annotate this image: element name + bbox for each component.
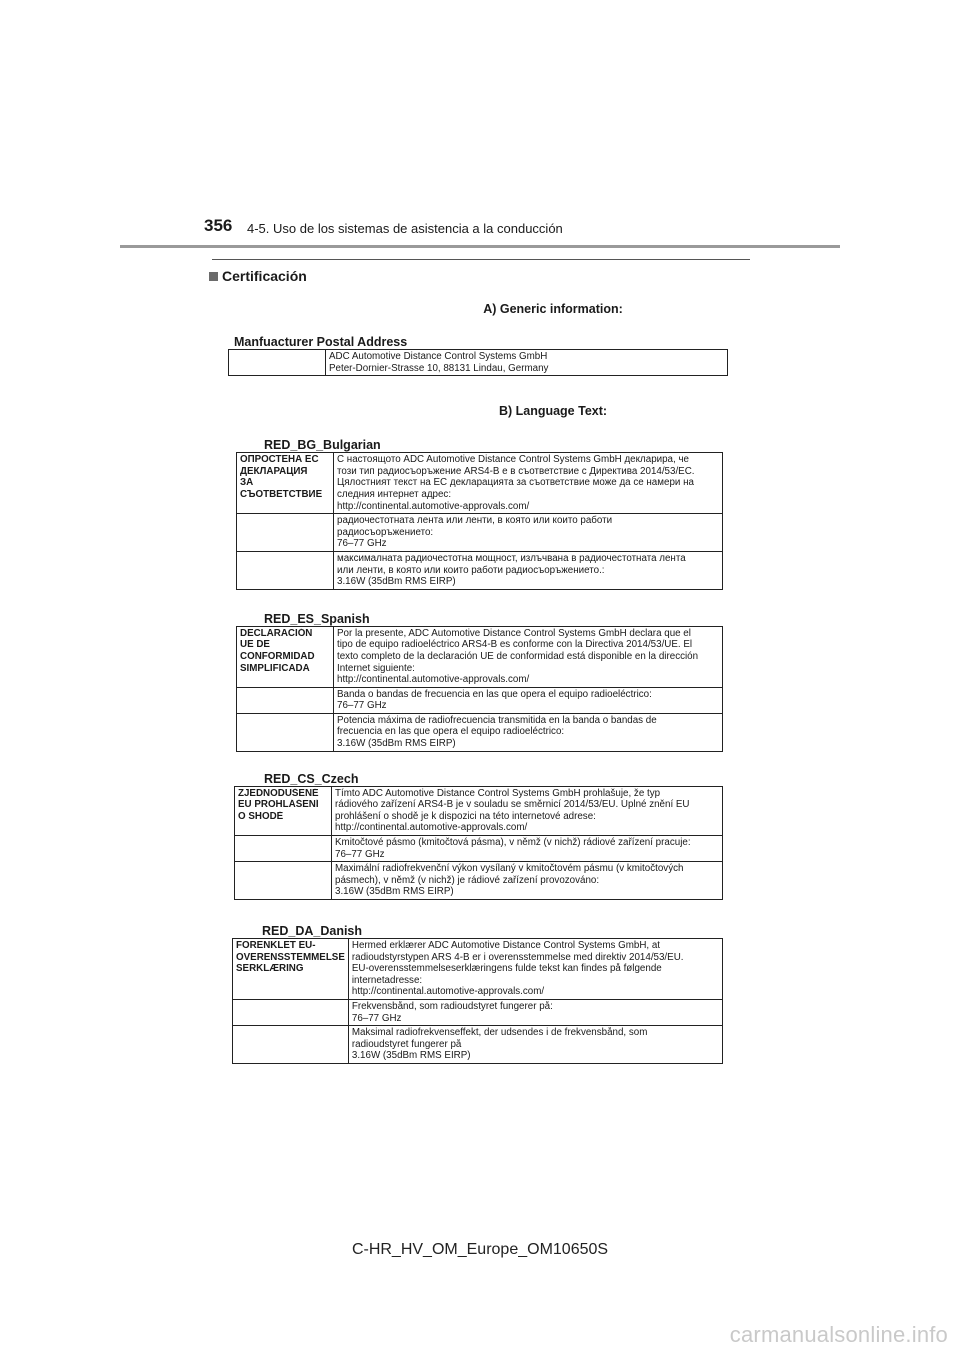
text-line: 3.16W (35dBm RMS EIRP) xyxy=(337,576,456,588)
text-line: Internet siguiente: xyxy=(337,662,415,674)
language-table xyxy=(236,452,723,590)
text-line: Kmitočtové pásmo (kmitočtová pásma), v němž (v nichž) rádiové zařízení pracuje: xyxy=(335,837,691,849)
text-line: следния интернет адрес: xyxy=(337,488,452,500)
text-line: С настоящото ADC Automotive Distance Control Systems GmbH декларира, че xyxy=(337,454,690,466)
table-row xyxy=(237,514,723,552)
title-line: DECLARACIÓN xyxy=(240,627,313,639)
text-line: радиочестотната лента или ленти, в която или които работи xyxy=(337,515,613,527)
document-footer: C-HR_HV_OM_Europe_OM10650S xyxy=(351,1241,609,1258)
text-line: или ленти, в която или които работи радиосъоръжението.: xyxy=(337,564,605,576)
frequency-band-cell xyxy=(332,836,723,862)
declaration-text-cell xyxy=(348,939,722,1000)
text-line: Frekvensbånd, som radioudstyret fungerer på: xyxy=(351,1000,553,1012)
table-row xyxy=(229,350,728,376)
empty-cell xyxy=(237,713,334,751)
declaration-text-cell xyxy=(332,786,723,835)
text-line: prohlášení o shodě je k dispozici na této internetové adrese: xyxy=(335,810,596,822)
declaration-title-cell xyxy=(237,626,334,687)
table-row xyxy=(237,713,723,751)
generic-left-cell xyxy=(229,350,326,376)
title-line: ДЕКЛАРАЦИЯ xyxy=(240,465,308,477)
section-heading xyxy=(209,268,307,284)
chapter-title: 4-5. Uso de los sistemas de asistencia a la conducción xyxy=(247,221,563,236)
max-power-cell xyxy=(334,713,723,751)
text-line: radioudstyret fungerer på xyxy=(351,1038,462,1050)
text-line: radioudstyrstypen ARS 4-B er i overensstemmelse med direktiv 2014/53/EU. xyxy=(351,951,684,963)
text-line: максималната радиочестотна мощност, излъчвана в радиочестотната лента xyxy=(337,552,686,564)
text-line: ADC Automotive Distance Control Systems GmbH xyxy=(329,351,548,362)
text-line: Цялостният текст на ЕС декларацията за съответствие може да се намери на xyxy=(337,477,694,489)
text-line: http://continental.automotive-approvals.com/ xyxy=(335,822,528,834)
text-line: този тип радиосъоръжение ARS4-B е в съответствие с Директива 2014/53/ЕС. xyxy=(337,465,695,477)
text-line: Peter-Dornier-Strasse 10, 88131 Lindau, Germany xyxy=(329,362,549,374)
title-line: UE DE xyxy=(240,639,270,651)
text-line: Banda o bandas de frecuencia en las que opera el equipo radioeléctrico: xyxy=(337,688,652,700)
section-rule xyxy=(212,259,750,260)
block-label: RED_DA_Danish xyxy=(262,924,363,938)
title-line: ОПРОСТЕНА ЕС xyxy=(240,454,319,466)
title-line: O SHODĚ xyxy=(238,810,284,822)
text-line: 76–77 GHz xyxy=(337,700,387,712)
declaration-text-cell xyxy=(334,453,723,514)
declaration-title-cell xyxy=(237,453,334,514)
empty-cell xyxy=(233,999,349,1025)
declaration-title-cell xyxy=(233,939,349,1000)
table-row xyxy=(235,862,723,900)
square-bullet-icon xyxy=(209,272,218,281)
block-label: RED_BG_Bulgarian xyxy=(264,438,381,453)
text-line: http://continental.automotive-approvals.com/ xyxy=(337,500,530,512)
text-line: http://continental.automotive-approvals.com/ xyxy=(351,986,545,998)
max-power-cell xyxy=(348,1026,722,1064)
text-line: 76–77 GHz xyxy=(335,848,385,860)
language-table xyxy=(236,626,723,752)
empty-cell xyxy=(235,862,332,900)
title-line: ЗА xyxy=(240,477,254,489)
language-table xyxy=(234,786,723,900)
text-line: tipo de equipo radioeléctrico ARS4-B es conforme con la Directiva 2014/53/UE. El xyxy=(337,639,693,651)
text-line: 3.16W (35dBm RMS EIRP) xyxy=(335,886,454,898)
text-line: texto completo de la declaración UE de conformidad está disponible en la dirección xyxy=(337,650,699,662)
declaration-text-cell xyxy=(334,626,723,687)
title-line: SERKLÆRING xyxy=(236,963,304,975)
text-line: Por la presente, ADC Automotive Distance Control Systems GmbH declara que el xyxy=(337,627,691,639)
text-line: internetadresse: xyxy=(351,974,423,986)
title-line: CONFORMIDAD xyxy=(240,650,315,662)
block-label: RED_CS_Czech xyxy=(264,771,359,786)
generic-label: Manfuacturer Postal Address xyxy=(234,335,408,349)
title-line: EU PROHLÁŠENÍ xyxy=(238,799,319,811)
language-table xyxy=(232,938,723,1064)
empty-cell xyxy=(235,836,332,862)
text-line: 76–77 GHz xyxy=(337,538,387,550)
title-line: OVERENSSTEMMELSE xyxy=(236,951,345,963)
title-line: ZJEDNODUŠENÉ xyxy=(238,787,319,799)
empty-cell xyxy=(237,551,334,589)
title-line: FORENKLET EU- xyxy=(236,940,316,951)
watermark: carmanualsonline.info xyxy=(729,1322,948,1347)
table-row xyxy=(237,453,723,514)
generic-heading: A) Generic information: xyxy=(483,302,623,316)
text-line: 3.16W (35dBm RMS EIRP) xyxy=(351,1050,471,1062)
max-power-cell xyxy=(334,551,723,589)
table-row xyxy=(233,939,723,1000)
table-row xyxy=(237,551,723,589)
text-line: frecuencia en las que opera el equipo radioeléctrico: xyxy=(337,726,565,738)
generic-table xyxy=(228,349,728,376)
empty-cell xyxy=(237,687,334,713)
page-number: 356 xyxy=(204,216,233,235)
text-line: 76–77 GHz xyxy=(351,1012,402,1024)
certification-scan xyxy=(228,296,728,1064)
table-row xyxy=(235,786,723,835)
text-line: pásmech), v němž (v nichž) je rádiové zařízení provozováno: xyxy=(335,874,600,886)
table-row xyxy=(237,687,723,713)
frequency-band-cell xyxy=(334,687,723,713)
header-rule xyxy=(120,245,840,248)
max-power-cell xyxy=(332,862,723,900)
text-line: EU-overensstemmelseserklæringens fulde tekst kan findes på følgende xyxy=(351,963,662,975)
text-line: Maksimal radiofrekvenseffekt, der udsendes i de frekvensbånd, som xyxy=(351,1027,648,1039)
text-line: 3.16W (35dBm RMS EIRP) xyxy=(337,738,456,750)
generic-right-cell xyxy=(326,350,728,376)
table-row xyxy=(235,836,723,862)
text-line: Tímto ADC Automotive Distance Control Systems GmbH prohlašuje, že typ xyxy=(335,787,661,799)
text-line: Hermed erklærer ADC Automotive Distance Control Systems GmbH, at xyxy=(351,940,661,951)
frequency-band-cell xyxy=(348,999,722,1025)
text-line: радиосъоръжението: xyxy=(337,526,434,538)
text-line: Potencia máxima de radiofrecuencia transmitida en la banda o bandas de xyxy=(337,714,657,726)
table-row xyxy=(233,999,723,1025)
text-line: Maximální radiofrekvenční výkon vysílaný v kmitočtovém pásmu (v kmitočtových xyxy=(335,863,684,875)
section-title: Certificación xyxy=(222,268,307,284)
empty-cell xyxy=(233,1026,349,1064)
title-line: СЪОТВЕТСТВИЕ xyxy=(240,488,323,500)
frequency-band-cell xyxy=(334,514,723,552)
language-heading: B) Language Text: xyxy=(498,404,608,419)
block-label: RED_ES_Spanish xyxy=(264,611,370,626)
declaration-title-cell xyxy=(235,786,332,835)
title-line: SIMPLIFICADA xyxy=(240,662,310,674)
text-line: rádiového zařízení ARS4-B je v souladu se směrnicí 2014/53/EU. Úplné znění EU xyxy=(335,799,690,811)
empty-cell xyxy=(237,514,334,552)
table-row xyxy=(233,1026,723,1064)
table-row xyxy=(237,626,723,687)
text-line: http://continental.automotive-approvals.com/ xyxy=(337,674,530,686)
